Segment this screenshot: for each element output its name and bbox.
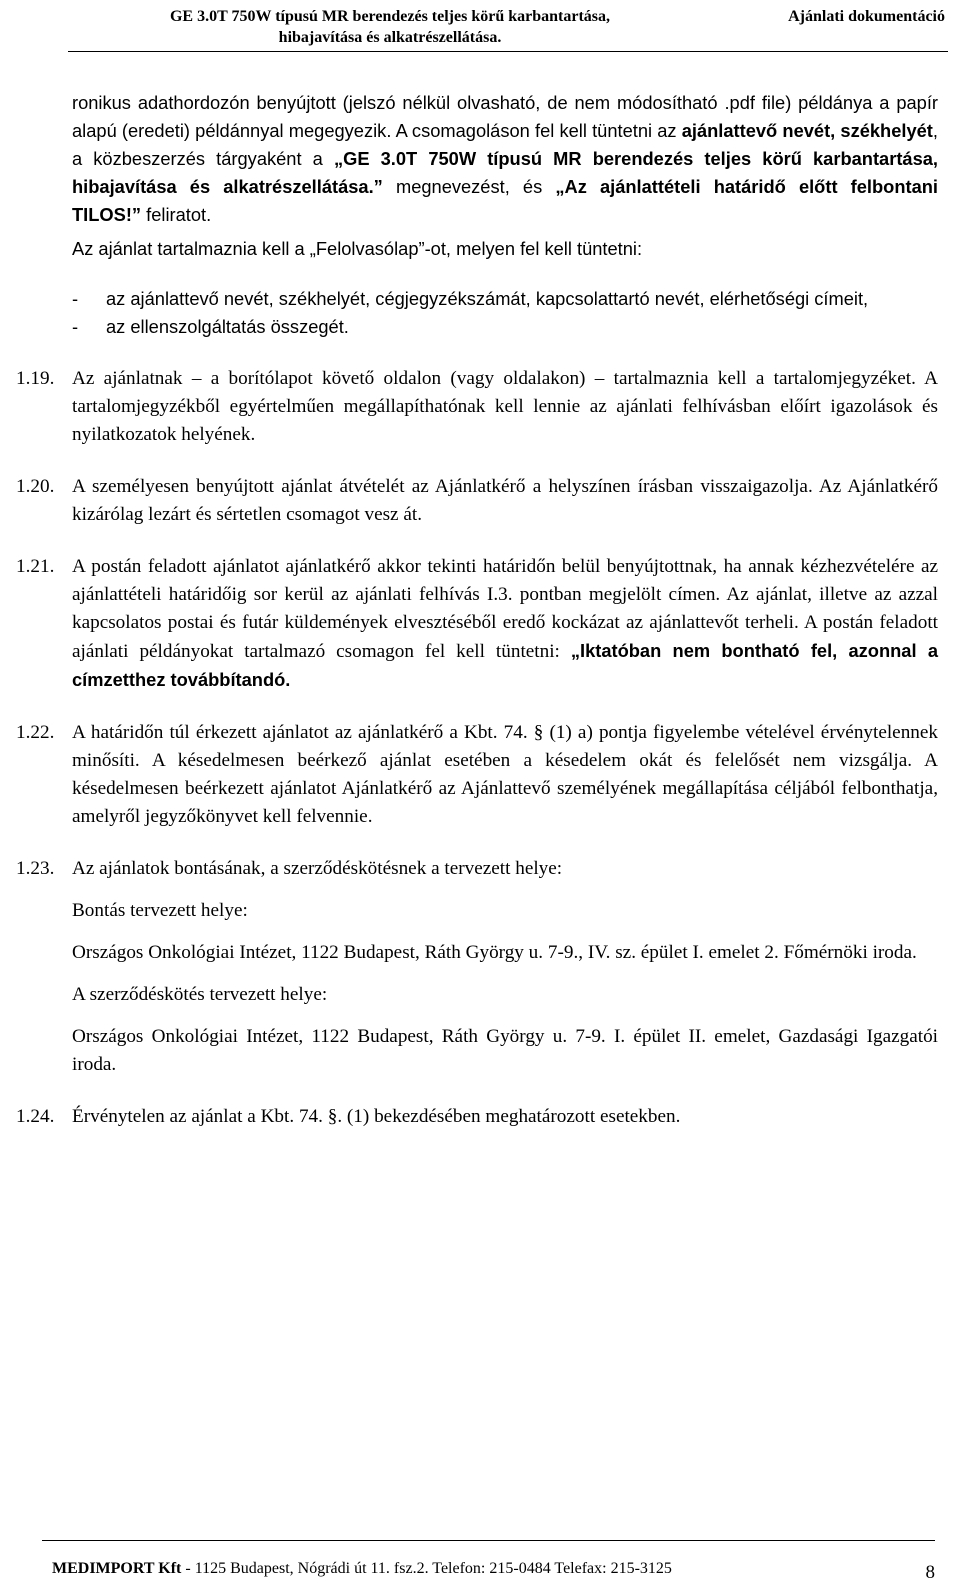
section-number: 1.21.: [16, 556, 55, 577]
intro-text: megnevezést, és: [382, 176, 556, 197]
section-number: 1.22.: [16, 722, 55, 743]
section-text: Érvénytelen az ajánlat a Kbt. 74. §. (1) bekezdésében meghatározott esetekben.: [72, 1106, 681, 1127]
footer-contact: [52, 1560, 672, 1578]
requirements-list: [72, 285, 938, 341]
page-header: [0, 0, 960, 80]
intro-paragraph-2: Az ajánlat tartalmaznia kell a „Felolvasólap”-ot, melyen fel kell tüntetni:: [72, 238, 643, 259]
section-number: 1.19.: [16, 368, 55, 389]
intro-bold-subject: „GE 3.0T 750W típusú MR berendezés teljes körű karbantartása, hibajavítása és alkatrészellátása.”: [72, 148, 939, 197]
section-text: Az ajánlatok bontásának, a szerződéskötésnek a tervezett helye:: [72, 858, 563, 879]
section-body: [72, 855, 938, 1079]
list-item: [72, 313, 938, 341]
contract-location-value: Országos Onkológiai Intézet, 1122 Budapest, Ráth György u. 7-9. I. épület II. emelet, Gazdasági Igazgatói iroda.: [72, 1026, 938, 1075]
section-1-20: [16, 473, 938, 529]
header-title-line1: GE 3.0T 750W típusú MR berendezés teljes körű karbantartása,: [169, 8, 610, 25]
intro-text: , a közbeszerzés tárgyaként a: [72, 120, 938, 169]
header-doc-type: Ajánlati dokumentáció: [788, 8, 945, 25]
header-title-line2: hibajavítása és alkatrészellátása.: [278, 29, 502, 46]
opening-location-value: Országos Onkológiai Intézet, 1122 Budapest, Ráth György u. 7-9., IV. sz. épület I. emelet 2. Főmérnöki iroda.: [72, 942, 917, 963]
footer-address: - 1125 Budapest, Nógrádi út 11. fsz.2. Telefon: 215-0484 Telefax: 215-3125: [181, 1560, 672, 1577]
page-body: [16, 89, 939, 1131]
intro-bold-warning: „Az ajánlattételi határidő előtt felbontani TILOS!”: [72, 176, 938, 225]
list-item: [72, 285, 938, 313]
opening-location-label: Bontás tervezett helye:: [72, 900, 248, 921]
bullet-dash: -: [72, 288, 79, 309]
intro-paragraph-1: [72, 89, 938, 229]
section-text-part: A postán feladott ajánlatot ajánlatkérő akkor tekinti határidőn belül benyújtottnak, ha annak kézhezvételére az ajánlattételi határidőig sor kerül az ajánlati felhívás I.3. pontban megjelölt címen. Az ajánlat, illetve az azzal kapcsolatos postai és futár küldemények elvesztéséből eredő kockázat az ajánlattevőt terheli. A postán feladott ajánlati példányokat tartalmazó csomagon fel kell tüntetni:: [72, 556, 938, 662]
section-number: 1.23.: [16, 858, 55, 879]
header-divider: [68, 51, 948, 52]
section-1-22: [16, 719, 938, 831]
section-text: A határidőn túl érkezett ajánlatot az ajánlatkérő a Kbt. 74. § (1) a) pontja figyelembe vételével érvénytelennek minősíti. A késedelmesen beérkező ajánlat esetében a késedelem okát és felelősét nem vizsgálja. A késedelmesen beérkezett ajánlatot Ajánlatkérő az Ajánlattevő személyének megállapítása céljából felbonthatja, amelyről jegyzőkönyvet kell felvennie.: [72, 722, 938, 827]
contract-location-label: A szerződéskötés tervezett helye:: [72, 984, 328, 1005]
section-1-19: [16, 365, 938, 449]
list-item-text: az ajánlattevő nevét, székhelyét, cégjegyzékszámát, kapcsolattartó nevét, elérhetőségi címeit,: [106, 288, 869, 309]
page-number: 8: [925, 1562, 935, 1583]
section-number: 1.24.: [16, 1106, 55, 1127]
intro-text: feliratot.: [141, 204, 212, 225]
header-title: [130, 6, 650, 48]
page-footer: [0, 1540, 960, 1584]
section-1-23: [16, 855, 938, 1079]
section-number: 1.20.: [16, 476, 55, 497]
section-text: A személyesen benyújtott ajánlat átvételét az Ajánlatkérő a helyszínen írásban visszaigazolja. Az Ajánlatkérő kizárólag lezárt és sértetlen csomagot vesz át.: [72, 476, 938, 525]
intro-bold-bidder: ajánlattevő nevét, székhelyét: [681, 120, 933, 141]
section-text: Az ajánlatnak – a borítólapot követő oldalon (vagy oldalakon) – tartalmaznia kell a tartalomjegyzéket. A tartalomjegyzékből egyértelműen megállapíthatónak kell lennie az ajánlati felhívásban előírt igazolások és nyilatkozatok helyének.: [72, 368, 938, 445]
footer-company: MEDIMPORT Kft: [52, 1560, 182, 1577]
section-1-21: [16, 553, 938, 695]
section-bold-notice: „Iktatóban nem bontható fel, azonnal a címzetthez továbbítandó.: [72, 640, 938, 690]
list-item-text: az ellenszolgáltatás összegét.: [106, 316, 349, 337]
intro-text: ronikus adathordozón benyújtott (jelszó nélkül olvasható, de nem módosítható .pdf file) példánya a papír alapú (eredeti) példánnyal megegyezik. A csomagoláson fel kell tüntetni az: [72, 92, 938, 141]
bullet-dash: -: [72, 316, 79, 337]
section-1-24: [16, 1103, 938, 1131]
footer-divider: [42, 1540, 935, 1541]
section-text: [72, 553, 938, 695]
